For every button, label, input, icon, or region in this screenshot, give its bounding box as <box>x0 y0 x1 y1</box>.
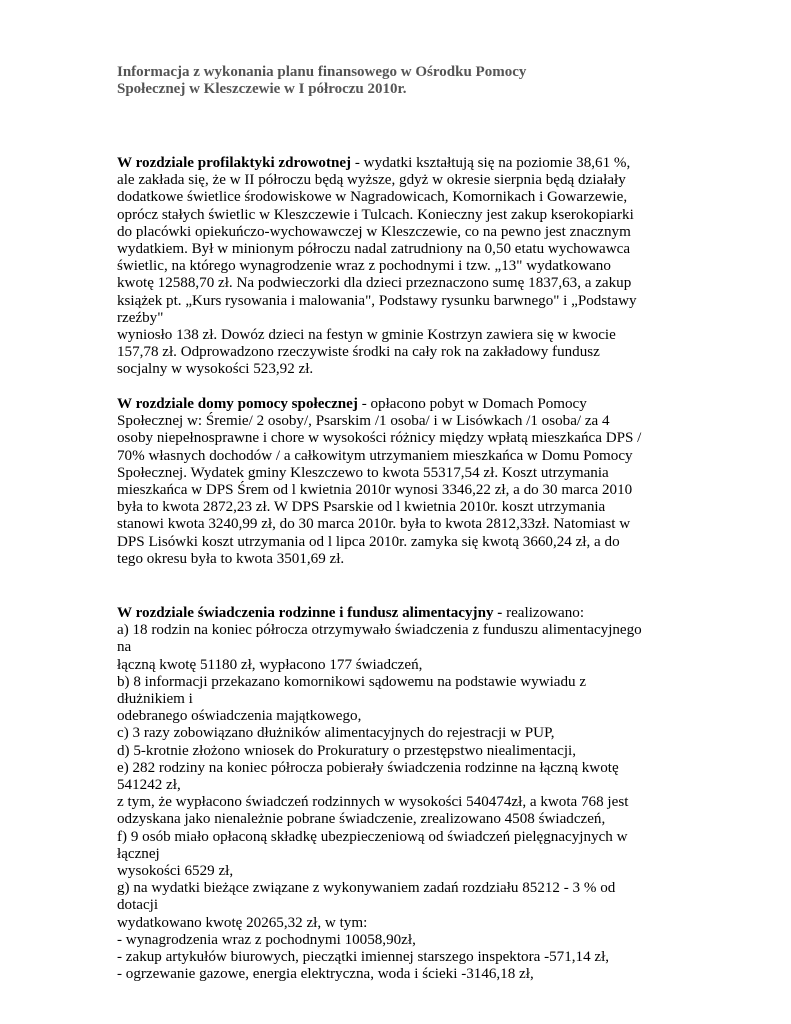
paragraph-line: tego okresu była to kwota 3501,69 zł. <box>117 550 345 567</box>
paragraph-line: 157,78 zł. Odprowadzono rzeczywiste środki na cały rok na zakładowy fundusz <box>117 344 600 361</box>
list-line: wysokości 6529 zł, <box>117 863 234 880</box>
paragraph-line: Społecznej w: Śremie/ 2 osoby/, Psarskim /1 osoba/ i w Lisówkach /1 osoba/ za 4 <box>117 413 610 430</box>
paragraph-line: Społecznej. Wydatek gminy Kleszczewo to kwota 55317,54 zł. Koszt utrzymania <box>117 464 609 481</box>
paragraph-line: 70% własnych dochodów / a całkowitym utrzymaniem mieszkańca w Domu Pomocy <box>117 447 633 464</box>
paragraph-line: W rozdziale domy pomocy społecznej - opłacono pobyt w Domach Pomocy <box>117 396 587 412</box>
paragraph-line: osoby niepełnosprawne i chore w wysokości różnicy między wpłatą mieszkańca DPS / <box>117 430 642 447</box>
list-line: e) 282 rodziny na koniec półrocza pobierały świadczenia rodzinne na łączną kwotę <box>117 759 619 776</box>
paragraph-line: do placówki opiekuńczo-wychowawczej w Kleszczewie, co na pewno jest znacznym <box>117 223 631 240</box>
paragraph-line: socjalny w wysokości 523,92 zł. <box>117 361 314 378</box>
paragraph-line: była to kwota 2872,23 zł. W DPS Psarskie od l kwietnia 2010r. koszt utrzymania <box>117 499 606 516</box>
paragraph-line: ale zakłada się, że w II półroczu będą wyższe, gdyż w okresie sierpnia będą działały <box>117 172 626 189</box>
section-profilaktyka <box>117 155 637 379</box>
list-line: a) 18 rodzin na koniec półrocza otrzymywało świadczenia z funduszu alimentacyjnego <box>117 622 642 639</box>
list-line: łączną kwotę 51180 zł, wypłacono 177 świadczeń, <box>117 656 423 673</box>
paragraph-line: W rozdziale świadczenia rodzinne i fundusz alimentacyjny - realizowano: <box>117 605 585 621</box>
list-line: - wynagrodzenia wraz z pochodnymi 10058,90zł, <box>117 931 416 948</box>
paragraph-line: książek pt. „Kurs rysowania i malowania", Podstawy rysunku barwnego" i „Podstawy <box>117 292 637 309</box>
list-line: 541242 zł, <box>117 777 181 794</box>
section-swiadczenia-rodzinne <box>117 605 642 983</box>
list-line: z tym, że wypłacono świadczeń rodzinnych w wysokości 540474zł, a kwota 768 jest <box>117 794 629 811</box>
list-line: odzyskana jako nienależnie pobrane świadczenie, zrealizowano 4508 świadczeń, <box>117 811 606 828</box>
list-line: dłużnikiem i <box>117 691 193 708</box>
list-line: dotacji <box>117 897 159 914</box>
list-line: g) na wydatki bieżące związane z wykonywaniem zadań rozdziału 85212 - 3 % od <box>117 880 616 897</box>
title-line: Społecznej w Kleszczewie w I półroczu 2010r. <box>117 81 407 97</box>
section-domy-pomocy <box>117 396 642 568</box>
list-line: - ogrzewanie gazowe, energia elektryczna, woda i ścieki -3146,18 zł, <box>117 966 534 983</box>
paragraph-line: mieszkańca w DPS Śrem od l kwietnia 2010r wynosi 3346,22 zł, a do 30 marca 2010 <box>117 482 633 499</box>
list-line: wydatkowano kwotę 20265,32 zł, w tym: <box>117 914 368 931</box>
section-heading: W rozdziale domy pomocy społecznej <box>117 396 358 412</box>
paragraph-line: DPS Lisówki koszt utrzymania od l lipca 2010r. zamyka się kwotą 3660,24 zł, a do <box>117 533 620 550</box>
title-line: Informacja z wykonania planu finansowego w Ośrodku Pomocy <box>117 64 527 80</box>
paragraph-line: świetlic, na którego wynagrodzenie wraz z pochodnymi i tzw. „13" wydatkowano <box>117 258 611 275</box>
list-line: b) 8 informacji przekazano komornikowi sądowemu na podstawie wywiadu z <box>117 673 587 690</box>
section-heading: W rozdziale profilaktyki zdrowotnej <box>117 155 352 171</box>
paragraph-line: dodatkowe świetlice środowiskowe w Nagradowicach, Komornikach i Gowarzewie, <box>117 189 628 206</box>
list-line: odebranego oświadczenia majątkowego, <box>117 708 362 725</box>
paragraph-line: stanowi kwota 3240,99 zł, do 30 marca 2010r. była to kwota 2812,33zł. Natomiast w <box>117 516 631 533</box>
list-line: f) 9 osób miało opłaconą składkę ubezpieczeniową od świadczeń pielęgnacyjnych w <box>117 828 628 845</box>
list-line: na <box>117 639 132 656</box>
paragraph-line: W rozdziale profilaktyki zdrowotnej - wydatki kształtują się na poziomie 38,61 %, <box>117 155 631 171</box>
list-line: d) 5-krotnie złożono wniosek do Prokuratury o przestępstwo niealimentacji, <box>117 742 576 759</box>
section-heading: W rozdziale świadczenia rodzinne i fundusz alimentacyjny - <box>117 605 503 621</box>
paragraph-line: rzeźby" <box>117 309 164 326</box>
paragraph-line: kwotę 12588,70 zł. Na podwieczorki dla dzieci przeznaczono sumę 1837,63, a zakup <box>117 275 632 292</box>
paragraph-line: wyniosło 138 zł. Dowóz dzieci na festyn w gminie Kostrzyn zawiera się w kwocie <box>117 327 616 344</box>
list-line: łącznej <box>117 845 160 862</box>
paragraph-line: oprócz stałych świetlic w Kleszczewie i Tulcach. Konieczny jest zakup kserokopiarki <box>117 206 634 223</box>
list-line: - zakup artykułów biurowych, pieczątki imiennej starszego inspektora -571,14 zł, <box>117 949 610 966</box>
paragraph-line: wydatkiem. Był w minionym półroczu nadal zatrudniony na 0,50 etatu wychowawca <box>117 241 631 258</box>
list-line: c) 3 razy zobowiązano dłużników alimentacyjnych do rejestracji w PUP, <box>117 725 555 742</box>
document-title <box>117 64 637 98</box>
